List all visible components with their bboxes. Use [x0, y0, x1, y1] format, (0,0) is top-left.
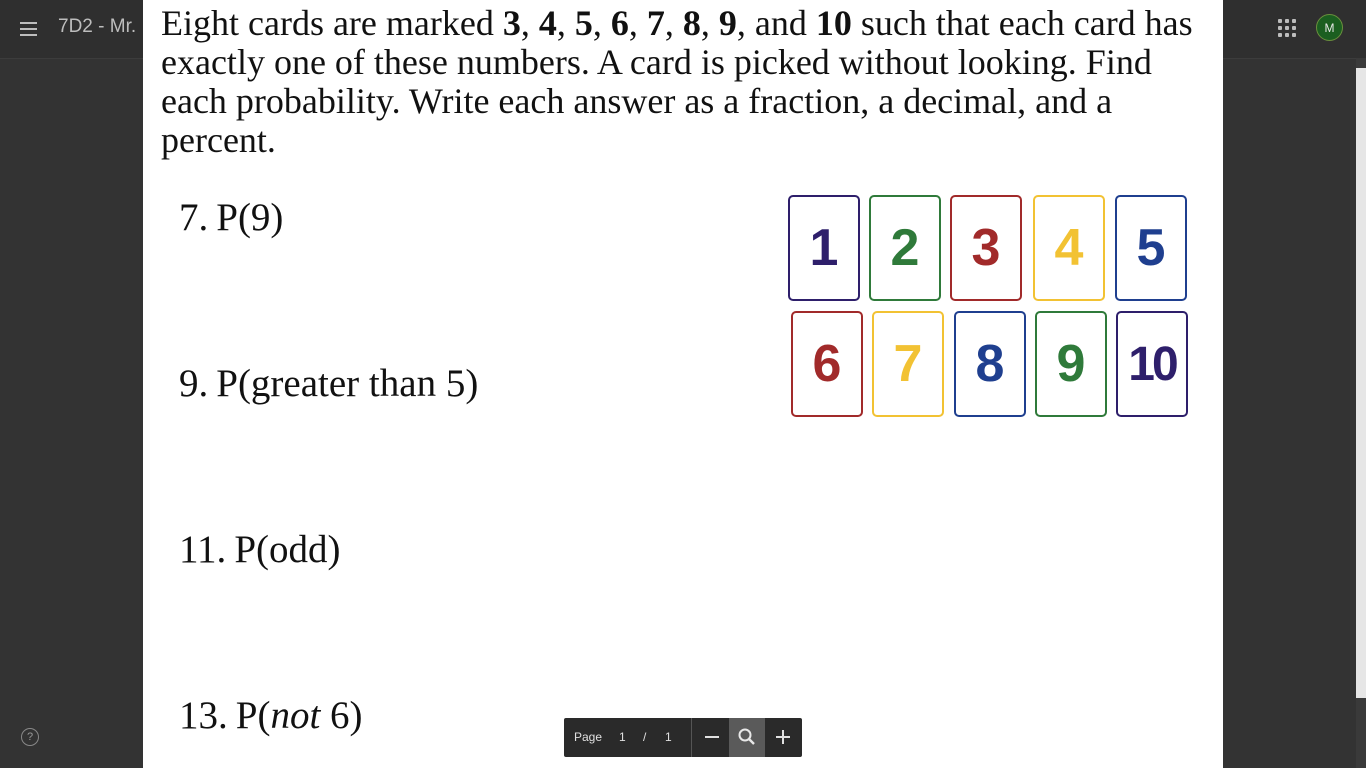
zoom-in-button[interactable]: [765, 718, 801, 757]
problem-number: 9.: [179, 362, 209, 405]
intro-text: ,: [592, 3, 611, 43]
number-card-2: 2: [869, 195, 941, 301]
problem-text: P(odd): [234, 528, 341, 571]
page-label: Page: [574, 730, 603, 744]
problem-9: [179, 361, 478, 406]
intro-number: 10: [815, 3, 852, 43]
hamburger-menu-icon[interactable]: [20, 18, 44, 40]
current-page-input[interactable]: 1: [619, 730, 626, 744]
scrollbar-thumb[interactable]: [1356, 68, 1366, 698]
intro-text: ,: [628, 3, 647, 43]
magnifier-icon: [729, 718, 765, 757]
problem-text: P(: [235, 694, 271, 737]
number-card-7: 7: [872, 311, 944, 417]
problem-number: 7.: [179, 196, 209, 239]
zoom-out-button[interactable]: [694, 718, 730, 757]
number-card-6: 6: [791, 311, 863, 417]
intro-text: , and: [736, 3, 816, 43]
problem-text: P(greater than 5): [216, 362, 479, 405]
problem-7: [179, 195, 283, 240]
number-card-10: 10: [1116, 311, 1188, 417]
number-card-1: 1: [788, 195, 860, 301]
problem-text-italic: not: [270, 694, 321, 737]
page-separator: /: [643, 730, 647, 744]
problem-number: 11.: [179, 528, 227, 571]
intro-text: such that each card has exactly one of these numbers. A card is picked without looking. Find each probability. Write each answer as a fraction, a decimal, and a percent.: [161, 3, 1193, 160]
problem-text: P(9): [216, 196, 284, 239]
apps-grid-icon[interactable]: [1278, 19, 1296, 37]
intro-text: ,: [700, 3, 719, 43]
number-card-3: 3: [950, 195, 1022, 301]
problem-number: 13.: [179, 694, 228, 737]
document-title: 7D2 - Mr.: [58, 16, 137, 37]
problem-13: [179, 693, 363, 738]
number-card-4: 4: [1033, 195, 1105, 301]
number-card-8: 8: [954, 311, 1026, 417]
problem-text: 6): [320, 694, 363, 737]
intro-text: ,: [556, 3, 575, 43]
intro-number: 6: [610, 3, 629, 43]
number-card-5: 5: [1115, 195, 1187, 301]
intro-text: ,: [520, 3, 539, 43]
intro-number: 5: [574, 3, 593, 43]
intro-number: 3: [502, 3, 521, 43]
total-pages: 1: [665, 730, 672, 744]
document-page: [143, 0, 1223, 768]
account-avatar[interactable]: M: [1316, 14, 1343, 41]
intro-number: 4: [538, 3, 557, 43]
problem-11: [179, 527, 340, 572]
help-circle-icon[interactable]: ?: [21, 728, 39, 746]
intro-text: Eight cards are marked: [161, 3, 503, 43]
number-card-9: 9: [1035, 311, 1107, 417]
instructions-paragraph: [161, 4, 1221, 160]
page-navigation-toolbar: [564, 718, 802, 757]
intro-number: 8: [682, 3, 701, 43]
toolbar-divider: [691, 718, 692, 757]
intro-text: ,: [664, 3, 683, 43]
intro-number: 7: [646, 3, 665, 43]
intro-number: 9: [718, 3, 737, 43]
zoom-button[interactable]: [729, 718, 765, 757]
